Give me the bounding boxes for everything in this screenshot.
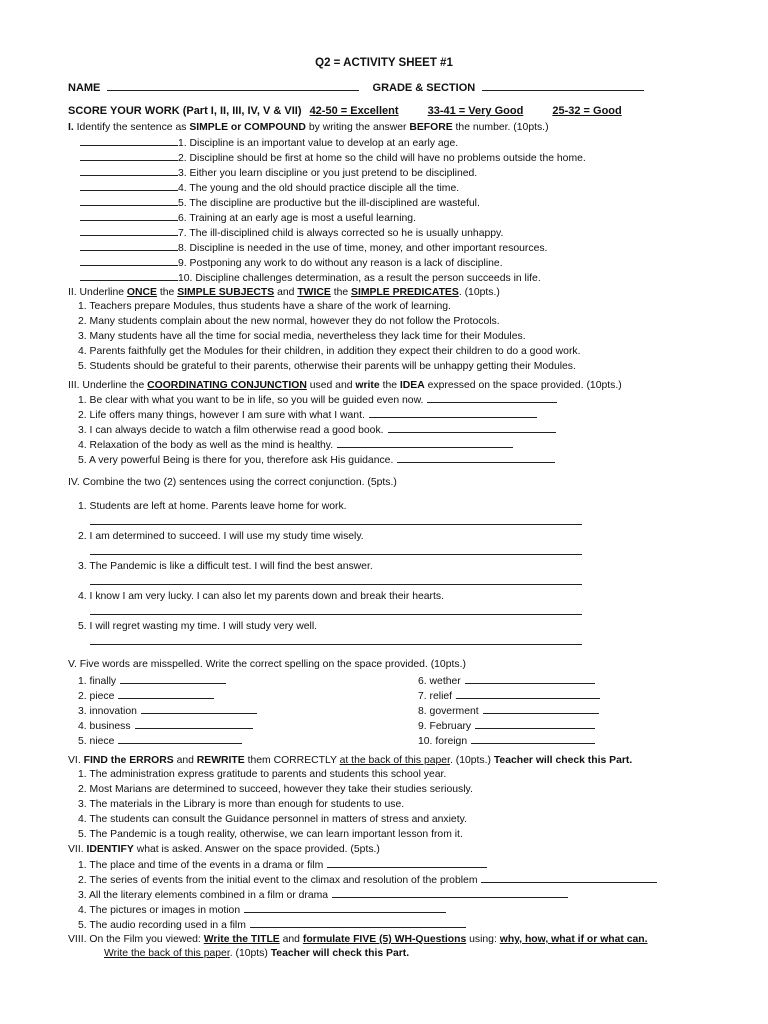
- part5-word: 1. finally: [78, 674, 226, 688]
- answer-line[interactable]: [90, 584, 582, 585]
- part1-item: 6. Training at an early age is most a useful learning.: [80, 211, 416, 225]
- answer-blank[interactable]: [244, 903, 446, 913]
- answer-blank[interactable]: [80, 196, 178, 206]
- part3-instructions: III. Underline the COORDINATING CONJUNCTION used and write the IDEA expressed on the space provided. (10pts.): [68, 380, 622, 391]
- score-row: [68, 105, 622, 118]
- part4-item: 2. I am determined to succeed. I will use my study time wisely.: [78, 531, 364, 542]
- answer-blank[interactable]: [250, 918, 466, 928]
- answer-blank[interactable]: [135, 719, 253, 729]
- answer-blank[interactable]: [332, 888, 568, 898]
- part7-item: 5. The audio recording used in a film: [78, 918, 466, 932]
- answer-blank[interactable]: [80, 226, 178, 236]
- part7-item: 1. The place and time of the events in a drama or film: [78, 858, 487, 872]
- answer-blank[interactable]: [483, 704, 599, 714]
- answer-blank[interactable]: [481, 873, 657, 883]
- part6-item: 4. The students can consult the Guidance personnel in matters of stress and anxiety.: [78, 814, 467, 825]
- part7-item: 4. The pictures or images in motion: [78, 903, 446, 917]
- part5-word: 5. niece: [78, 734, 242, 748]
- part1-item: 9. Postponing any work to do without any reason is a lack of discipline.: [80, 256, 503, 270]
- answer-blank[interactable]: [80, 271, 178, 281]
- part6-item: 2. Most Marians are determined to succeed, however they take their studies seriously.: [78, 784, 473, 795]
- part3-item: 4. Relaxation of the body as well as the mind is healthy.: [78, 438, 513, 452]
- part2-item: 3. Many students have all the time for social media, nevertheless they lack time for their Modules.: [78, 331, 526, 342]
- answer-blank[interactable]: [80, 241, 178, 251]
- part6-instructions: VI. FIND the ERRORS and REWRITE them CORRECTLY at the back of this paper. (10pts.) Teacher will check this Part.: [68, 755, 633, 766]
- answer-blank[interactable]: [456, 689, 600, 699]
- answer-line[interactable]: [90, 644, 582, 645]
- part5-instructions: V. Five words are misspelled. Write the correct spelling on the space provided. (10pts.): [68, 659, 466, 670]
- part5-word: 9. February: [418, 719, 595, 733]
- part5-word: 6. wether: [418, 674, 595, 688]
- answer-blank[interactable]: [118, 689, 214, 699]
- score-excellent: 42-50 = Excellent: [309, 105, 399, 117]
- part3-item: 3. I can always decide to watch a film otherwise read a good book.: [78, 423, 556, 437]
- part5-word: 4. business: [78, 719, 253, 733]
- part8-instructions-cont: Write the back of this paper. (10pts) Teacher will check this Part.: [104, 948, 410, 959]
- name-blank[interactable]: [107, 81, 359, 91]
- part3-item: 2. Life offers many things, however I am sure with what I want.: [78, 408, 537, 422]
- answer-blank[interactable]: [475, 719, 595, 729]
- answer-blank[interactable]: [388, 423, 556, 433]
- part3-item: 1. Be clear with what you want to be in life, so you will be guided even now.: [78, 393, 557, 407]
- grade-label: GRADE & SECTION: [372, 82, 476, 94]
- part6-item: 1. The administration express gratitude to parents and students this school year.: [78, 769, 447, 780]
- answer-blank[interactable]: [80, 136, 178, 146]
- part3-item: 5. A very powerful Being is there for you, therefore ask His guidance.: [78, 453, 555, 467]
- answer-line[interactable]: [90, 524, 582, 525]
- part6-item: 3. The materials in the Library is more than enough for students to use.: [78, 799, 405, 810]
- part7-item: 2. The series of events from the initial event to the climax and resolution of the problem: [78, 873, 657, 887]
- score-very-good: 33-41 = Very Good: [427, 105, 524, 117]
- part1-item: 10. Discipline challenges determination, as a result the person succeeds in life.: [80, 271, 541, 285]
- score-label: SCORE YOUR WORK (Part I, II, III, IV, V & VII): [68, 105, 302, 117]
- part2-item: 4. Parents faithfully get the Modules for their children, in addition they expect their children to do a good work.: [78, 346, 581, 357]
- answer-blank[interactable]: [427, 393, 557, 403]
- answer-blank[interactable]: [465, 674, 595, 684]
- part2-item: 2. Many students complain about the new normal, however they do not follow the Protocols.: [78, 316, 500, 327]
- part1-item: 7. The ill-disciplined child is always corrected so he is usually unhappy.: [80, 226, 503, 240]
- answer-blank[interactable]: [141, 704, 257, 714]
- part5-word: 2. piece: [78, 689, 214, 703]
- score-good: 25-32 = Good: [552, 105, 622, 117]
- name-label: NAME: [68, 82, 101, 94]
- part1-item: 4. The young and the old should practice disciple all the time.: [80, 181, 459, 195]
- grade-blank[interactable]: [482, 81, 644, 91]
- answer-blank[interactable]: [397, 453, 555, 463]
- part4-item: 3. The Pandemic is like a difficult test. I will find the best answer.: [78, 561, 373, 572]
- answer-blank[interactable]: [80, 151, 178, 161]
- part4-instructions: IV. Combine the two (2) sentences using the correct conjunction. (5pts.): [68, 477, 397, 488]
- part5-word: 8. goverment: [418, 704, 599, 718]
- part4-item: 1. Students are left at home. Parents leave home for work.: [78, 501, 347, 512]
- answer-blank[interactable]: [80, 166, 178, 176]
- part2-item: 5. Students should be grateful to their parents, otherwise their parents will be unhappy getting their Modules.: [78, 361, 576, 372]
- page-title: Q2 = ACTIVITY SHEET #1: [315, 57, 453, 69]
- part7-item: 3. All the literary elements combined in a film or drama: [78, 888, 568, 902]
- answer-blank[interactable]: [80, 256, 178, 266]
- part8-instructions: VIII. On the Film you viewed: Write the TITLE and formulate FIVE (5) WH-Questions using: why, how, what if or what can.: [68, 934, 648, 945]
- part1-item: 3. Either you learn discipline or you just pretend to be disciplined.: [80, 166, 477, 180]
- part4-item: 5. I will regret wasting my time. I will study very well.: [78, 621, 318, 632]
- answer-blank[interactable]: [471, 734, 595, 744]
- answer-blank[interactable]: [120, 674, 226, 684]
- answer-blank[interactable]: [80, 211, 178, 221]
- answer-blank[interactable]: [327, 858, 487, 868]
- part5-word: 7. relief: [418, 689, 600, 703]
- part1-item: 8. Discipline is needed in the use of time, money, and other important resources.: [80, 241, 547, 255]
- part2-instructions: II. Underline ONCE the SIMPLE SUBJECTS and TWICE the SIMPLE PREDICATES. (10pts.): [68, 287, 500, 298]
- part1-instructions: I. Identify the sentence as SIMPLE or COMPOUND by writing the answer BEFORE the number. (10pts.): [68, 122, 549, 133]
- answer-blank[interactable]: [337, 438, 513, 448]
- answer-blank[interactable]: [80, 181, 178, 191]
- name-row: [68, 81, 644, 95]
- part5-word: 10. foreign: [418, 734, 595, 748]
- part1-item: 1. Discipline is an important value to develop at an early age.: [80, 136, 458, 150]
- part5-word: 3. innovation: [78, 704, 257, 718]
- part2-item: 1. Teachers prepare Modules, thus students have a share of the work of learning.: [78, 301, 451, 312]
- part1-item: 2. Discipline should be first at home so the child will have no problems outside the home.: [80, 151, 586, 165]
- part7-instructions: VII. IDENTIFY what is asked. Answer on the space provided. (5pts.): [68, 844, 380, 855]
- part4-item: 4. I know I am very lucky. I can also let my parents down and break their hearts.: [78, 591, 444, 602]
- answer-blank[interactable]: [369, 408, 537, 418]
- part6-item: 5. The Pandemic is a tough reality, otherwise, we can learn important lesson from it.: [78, 829, 463, 840]
- answer-blank[interactable]: [118, 734, 242, 744]
- answer-line[interactable]: [90, 554, 582, 555]
- part1-item: 5. The discipline are productive but the ill-disciplined are wasteful.: [80, 196, 480, 210]
- answer-line[interactable]: [90, 614, 582, 615]
